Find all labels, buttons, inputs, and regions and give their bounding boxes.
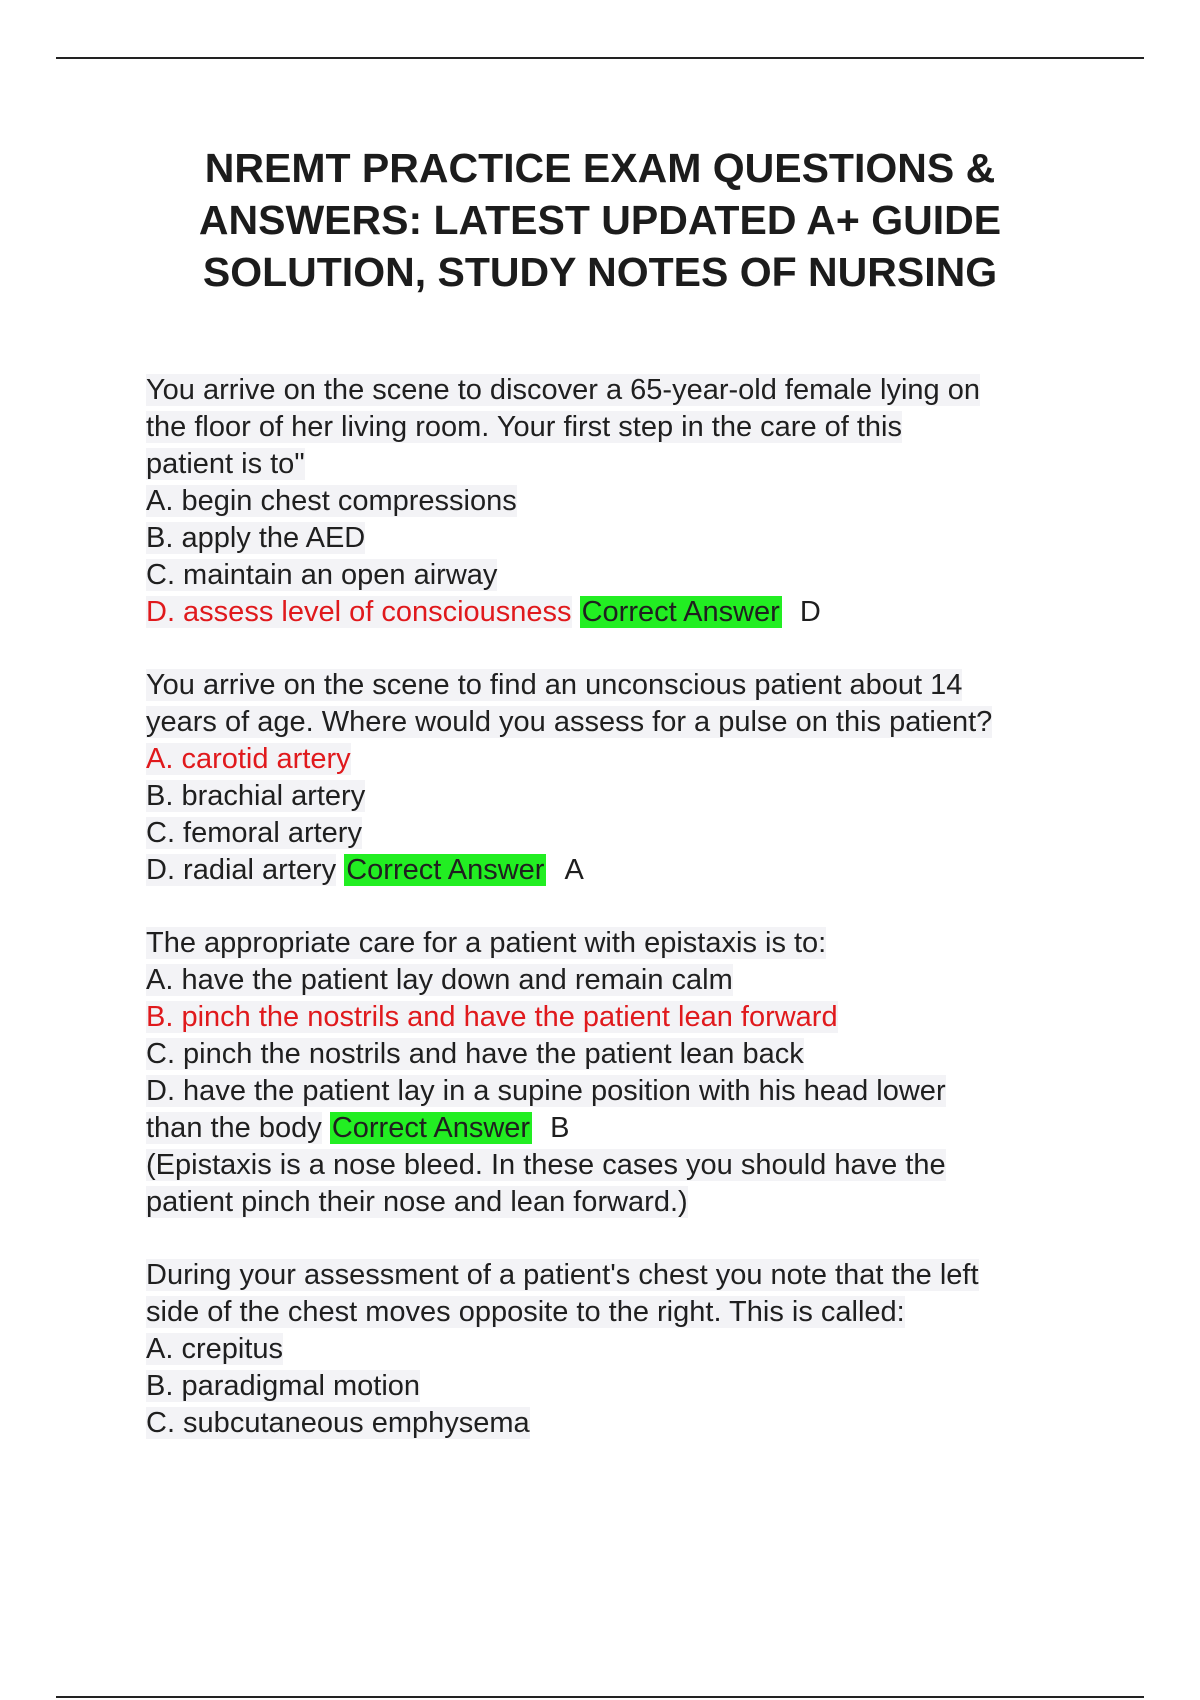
question-2 <box>146 667 1096 889</box>
title-line: SOLUTION, STUDY NOTES OF NURSING <box>202 249 998 295</box>
option-b: B. brachial artery <box>146 780 366 812</box>
answer-letter: D <box>799 596 821 628</box>
question-stem: patient is to" <box>146 448 305 480</box>
option-c: C. femoral artery <box>146 817 362 849</box>
document-title <box>100 142 1100 298</box>
title-line: ANSWERS: LATEST UPDATED A+ GUIDE <box>198 197 1002 243</box>
option-a-correct: A. carotid artery <box>146 743 351 775</box>
option-b: B. apply the AED <box>146 522 366 554</box>
option-b: B. paradigmal motion <box>146 1370 421 1402</box>
option-b-correct: B. pinch the nostrils and have the patient lean forward <box>146 1001 838 1033</box>
option-a: A. have the patient lay down and remain calm <box>146 964 733 996</box>
question-stem: You arrive on the scene to find an unconscious patient about 14 <box>146 669 963 701</box>
option-d: than the body <box>146 1112 322 1144</box>
top-rule <box>56 57 1144 59</box>
answer-letter: B <box>550 1112 570 1144</box>
question-stem: the floor of her living room. Your first step in the care of this <box>146 411 902 443</box>
question-list <box>146 372 1096 1478</box>
bottom-rule <box>56 1696 1144 1698</box>
question-1 <box>146 372 1096 631</box>
option-a: A. crepitus <box>146 1333 283 1365</box>
question-4 <box>146 1257 1096 1442</box>
correct-answer-label: Correct Answer <box>346 854 545 886</box>
correct-answer-label: Correct Answer <box>581 596 780 628</box>
option-a: A. begin chest compressions <box>146 485 517 517</box>
question-stem: You arrive on the scene to discover a 65-year-old female lying on <box>146 374 980 406</box>
question-3 <box>146 925 1096 1221</box>
option-d-correct: D. assess level of consciousness <box>146 596 572 628</box>
option-c: C. pinch the nostrils and have the patient lean back <box>146 1038 804 1070</box>
question-stem: side of the chest moves opposite to the right. This is called: <box>146 1296 905 1328</box>
option-d: D. have the patient lay in a supine position with his head lower <box>146 1075 946 1107</box>
option-c: C. subcutaneous emphysema <box>146 1407 530 1439</box>
question-stem: During your assessment of a patient's chest you note that the left <box>146 1259 979 1291</box>
explanation: (Epistaxis is a nose bleed. In these cases you should have the <box>146 1149 946 1181</box>
question-stem: years of age. Where would you assess for a pulse on this patient? <box>146 706 993 738</box>
title-line: NREMT PRACTICE EXAM QUESTIONS & <box>204 145 996 191</box>
explanation: patient pinch their nose and lean forward.) <box>146 1186 688 1218</box>
option-c: C. maintain an open airway <box>146 559 498 591</box>
answer-letter: A <box>564 854 584 886</box>
correct-answer-label: Correct Answer <box>331 1112 531 1144</box>
option-d: D. radial artery <box>146 854 337 886</box>
question-stem: The appropriate care for a patient with epistaxis is to: <box>146 927 827 959</box>
